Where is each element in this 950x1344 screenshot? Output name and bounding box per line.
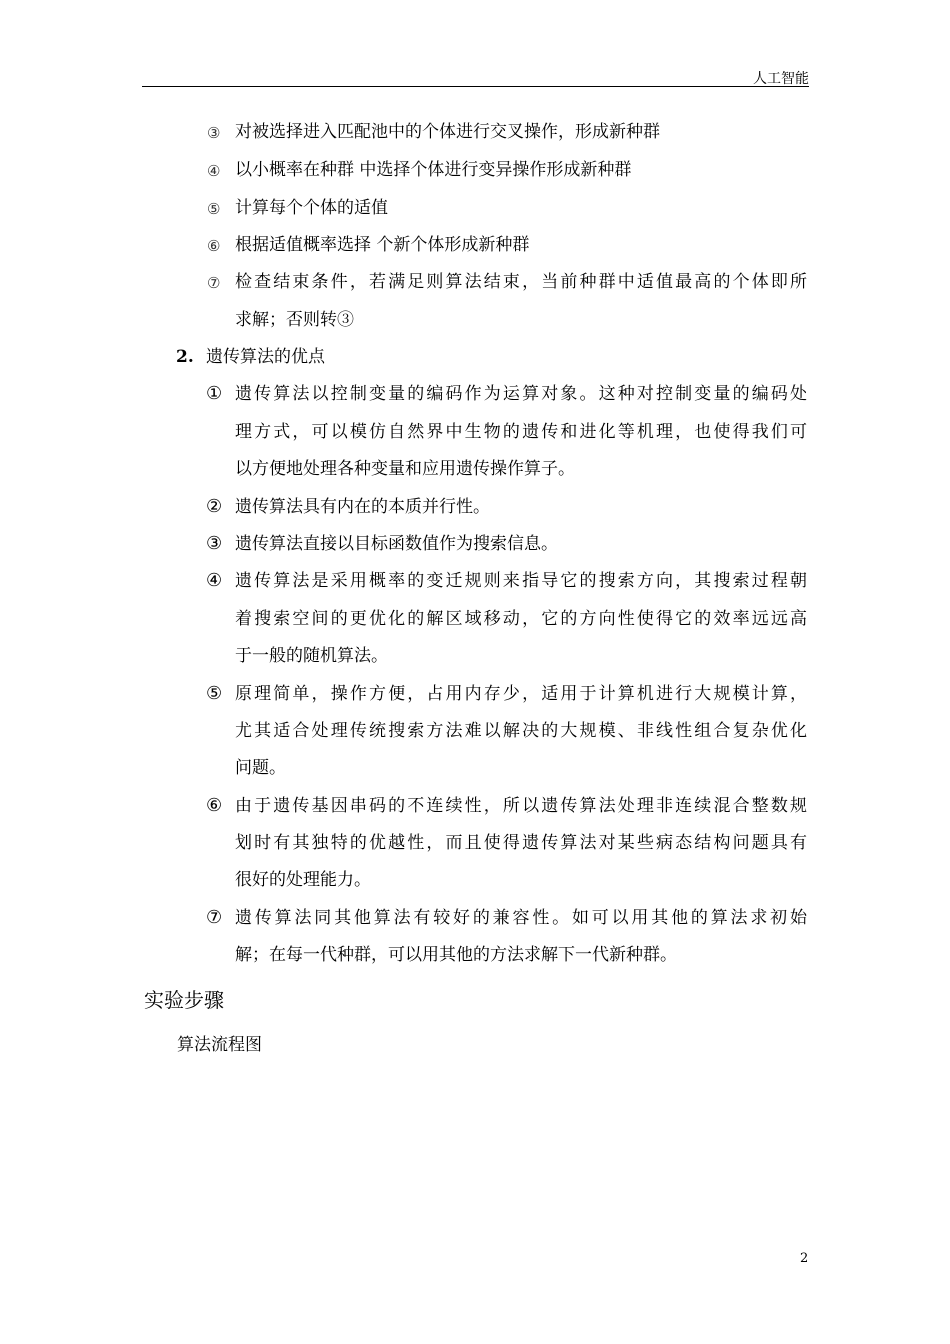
step-number: ⑥ bbox=[207, 237, 221, 255]
subheading: 算法流程图 bbox=[177, 1035, 262, 1055]
step-text: 以小概率在种群 中选择个体进行变异操作形成新种群 bbox=[235, 160, 632, 180]
advantage-text: 遗传算法同其他算法有较好的兼容性。如可以用其他的算法求初始 bbox=[235, 908, 807, 928]
step-text: 根据适值概率选择 个新个体形成新种群 bbox=[235, 235, 530, 255]
step-number: ④ bbox=[207, 162, 221, 180]
advantage-number: ⑤ bbox=[206, 683, 223, 704]
page-number: 2 bbox=[800, 1251, 809, 1266]
section-heading: 实验步骤 bbox=[144, 988, 224, 1012]
step-number: ⑦ bbox=[207, 274, 221, 292]
advantage-text: 问题。 bbox=[235, 758, 286, 778]
step-number: ⑤ bbox=[207, 200, 221, 218]
step-number: ③ bbox=[207, 124, 221, 142]
section-title: 遗传算法的优点 bbox=[206, 347, 325, 367]
advantage-number: ② bbox=[206, 496, 223, 517]
advantage-number: ⑥ bbox=[206, 795, 223, 816]
step-text: 计算每个个体的适值 bbox=[235, 198, 388, 218]
step-text: 对被选择进入匹配池中的个体进行交叉操作，形成新种群 bbox=[235, 122, 660, 142]
advantage-text: 由于遗传基因串码的不连续性，所以遗传算法处理非连续混合整数规 bbox=[235, 796, 807, 816]
advantage-text: 于一般的随机算法。 bbox=[235, 646, 388, 666]
advantage-text: 很好的处理能力。 bbox=[235, 870, 371, 890]
advantage-number: ③ bbox=[206, 533, 223, 554]
advantage-text: 解；在每一代种群，可以用其他的方法求解下一代新种群。 bbox=[235, 945, 677, 965]
advantage-number: ① bbox=[206, 383, 223, 404]
advantage-text: 遗传算法具有内在的本质并行性。 bbox=[235, 497, 490, 517]
advantage-text: 着搜索空间的更优化的解区域移动，它的方向性使得它的效率远远高 bbox=[235, 609, 807, 629]
advantage-number: ④ bbox=[206, 570, 223, 591]
advantage-text: 划时有其独特的优越性，而且使得遗传算法对某些病态结构问题具有 bbox=[235, 833, 807, 853]
advantage-text: 理方式，可以模仿自然界中生物的遗传和进化等机理，也使得我们可 bbox=[235, 422, 807, 442]
step-text: 检查结束条件，若满足则算法结束，当前种群中适值最高的个体即所 bbox=[235, 272, 807, 292]
advantage-text: 遗传算法是采用概率的变迁规则来指导它的搜索方向，其搜索过程朝 bbox=[235, 571, 807, 591]
advantage-text: 以方便地处理各种变量和应用遗传操作算子。 bbox=[235, 459, 575, 479]
page-header bbox=[142, 66, 809, 87]
advantage-text: 原理简单，操作方便，占用内存少，适用于计算机进行大规模计算， bbox=[235, 684, 807, 704]
advantage-text: 遗传算法直接以目标函数值作为搜索信息。 bbox=[235, 534, 558, 554]
advantage-text: 尤其适合处理传统搜索方法难以解决的大规模、非线性组合复杂优化 bbox=[235, 721, 807, 741]
step-text: 求解；否则转③ bbox=[235, 310, 354, 330]
advantage-number: ⑦ bbox=[206, 907, 223, 928]
advantage-text: 遗传算法以控制变量的编码作为运算对象。这种对控制变量的编码处 bbox=[235, 384, 807, 404]
section-number: 2. bbox=[176, 347, 194, 367]
header-title: 人工智能 bbox=[753, 71, 809, 87]
